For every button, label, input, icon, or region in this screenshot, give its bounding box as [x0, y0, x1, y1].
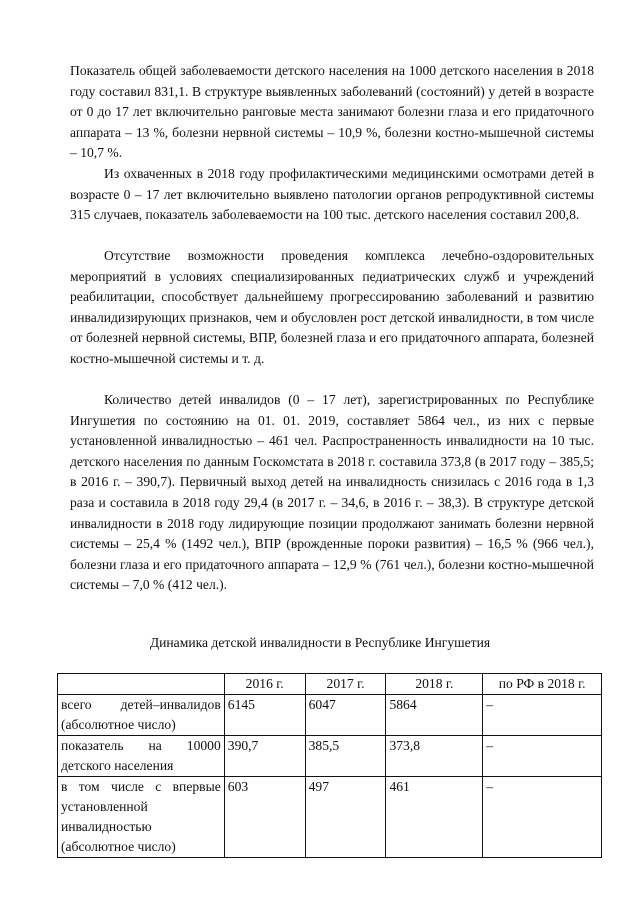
cell-2017: 385,5	[305, 736, 386, 777]
paragraph-morbidity: Показатель общей заболеваемости детского населения на 1000 детского населения в 2018 году составил 831,1. В структуре выявленных заболеваний (состояний) у детей в возрасте от 0 до 17 лет включительно ранговые места занимают болезни глаза и его придаточного аппарата – 13 %, болезни нервной системы – 10,9 %, болезни костно-мышечной системы – 10,7 %.	[70, 63, 594, 161]
cell-2016: 390,7	[224, 736, 305, 777]
cell-rf-2018: –	[483, 695, 602, 736]
cell-2016: 6145	[224, 695, 305, 736]
table-row	[58, 777, 602, 858]
row-label: в том числе с впервые установленной инвалидностью (абсолютное число)	[58, 777, 225, 858]
row-label: всего детей–инвалидов (абсолютное число)	[58, 695, 225, 736]
table-header-row	[58, 674, 602, 695]
header-cell-empty	[58, 674, 225, 695]
paragraph-rehabilitation: Отсутствие возможности проведения комплекса лечебно-оздоровительных мероприятий в условиях специализированных педиатрических служб и учреждений реабилитации, способствует дальнейшему прогрессированию заболеваний и развитию инвалидизирующих признаков, чем и обусловлен рост детской инвалидности, в том числе от болезней нервной системы, ВПР, болезней глаза и его придаточного аппарата, болезней костно-мышечной системы и т. д.	[70, 248, 594, 366]
disability-dynamics-table	[57, 673, 602, 858]
row-label: показатель на 10000 детского населения	[58, 736, 225, 777]
cell-2017: 497	[305, 777, 386, 858]
header-cell-2018: 2018 г.	[386, 674, 483, 695]
header-cell-2017: 2017 г.	[305, 674, 386, 695]
cell-2017: 6047	[305, 695, 386, 736]
paragraph-disabled-children: Количество детей инвалидов (0 – 17 лет), зарегистрированных по Республике Ингушетия по состоянию на 01. 01. 2019, составляет 5864 чел., из них с первые установленной инвалидностью – 461 чел. Распространенность инвалидности на 10 тыс. детского населения по данным Госкомстата в 2018 г. составила 373,8 (в 2017 году – 385,5; в 2016 г. – 390,7). Первичный выход детей на инвалидность снизилась с 2016 года в 1,3 раза и составила в 2018 году 29,4 (в 2017 г. – 34,6, в 2016 г. – 38,3). В структуре детской инвалидности в 2018 году лидирующие позиции продолжают занимать болезни нервной системы – 25,4 % (1492 чел.), ВПР (врожденные пороки развития) – 16,5 % (966 чел.), болезни глаза и его придаточного аппарата – 12,9 % (761 чел.), болезни костно-мышечной системы – 7,0 % (412 чел.).	[70, 392, 594, 593]
cell-rf-2018: –	[483, 777, 602, 858]
cell-2018: 461	[386, 777, 483, 858]
table-row	[58, 695, 602, 736]
table-row	[58, 736, 602, 777]
header-cell-rf-2018: по РФ в 2018 г.	[483, 674, 602, 695]
paragraph-reproductive: Из охваченных в 2018 году профилактическими медицинскими осмотрами детей в возрасте 0 – 17 лет включительно выявлено патологии органов репродуктивной системы 315 случаев, показатель заболеваемости на 100 тыс. детского населения составил 200,8.	[70, 166, 594, 223]
cell-2018: 5864	[386, 695, 483, 736]
cell-rf-2018: –	[483, 736, 602, 777]
header-cell-2016: 2016 г.	[224, 674, 305, 695]
cell-2016: 603	[224, 777, 305, 858]
table-caption: Динамика детской инвалидности в Республике Ингушетия	[149, 635, 491, 650]
cell-2018: 373,8	[386, 736, 483, 777]
